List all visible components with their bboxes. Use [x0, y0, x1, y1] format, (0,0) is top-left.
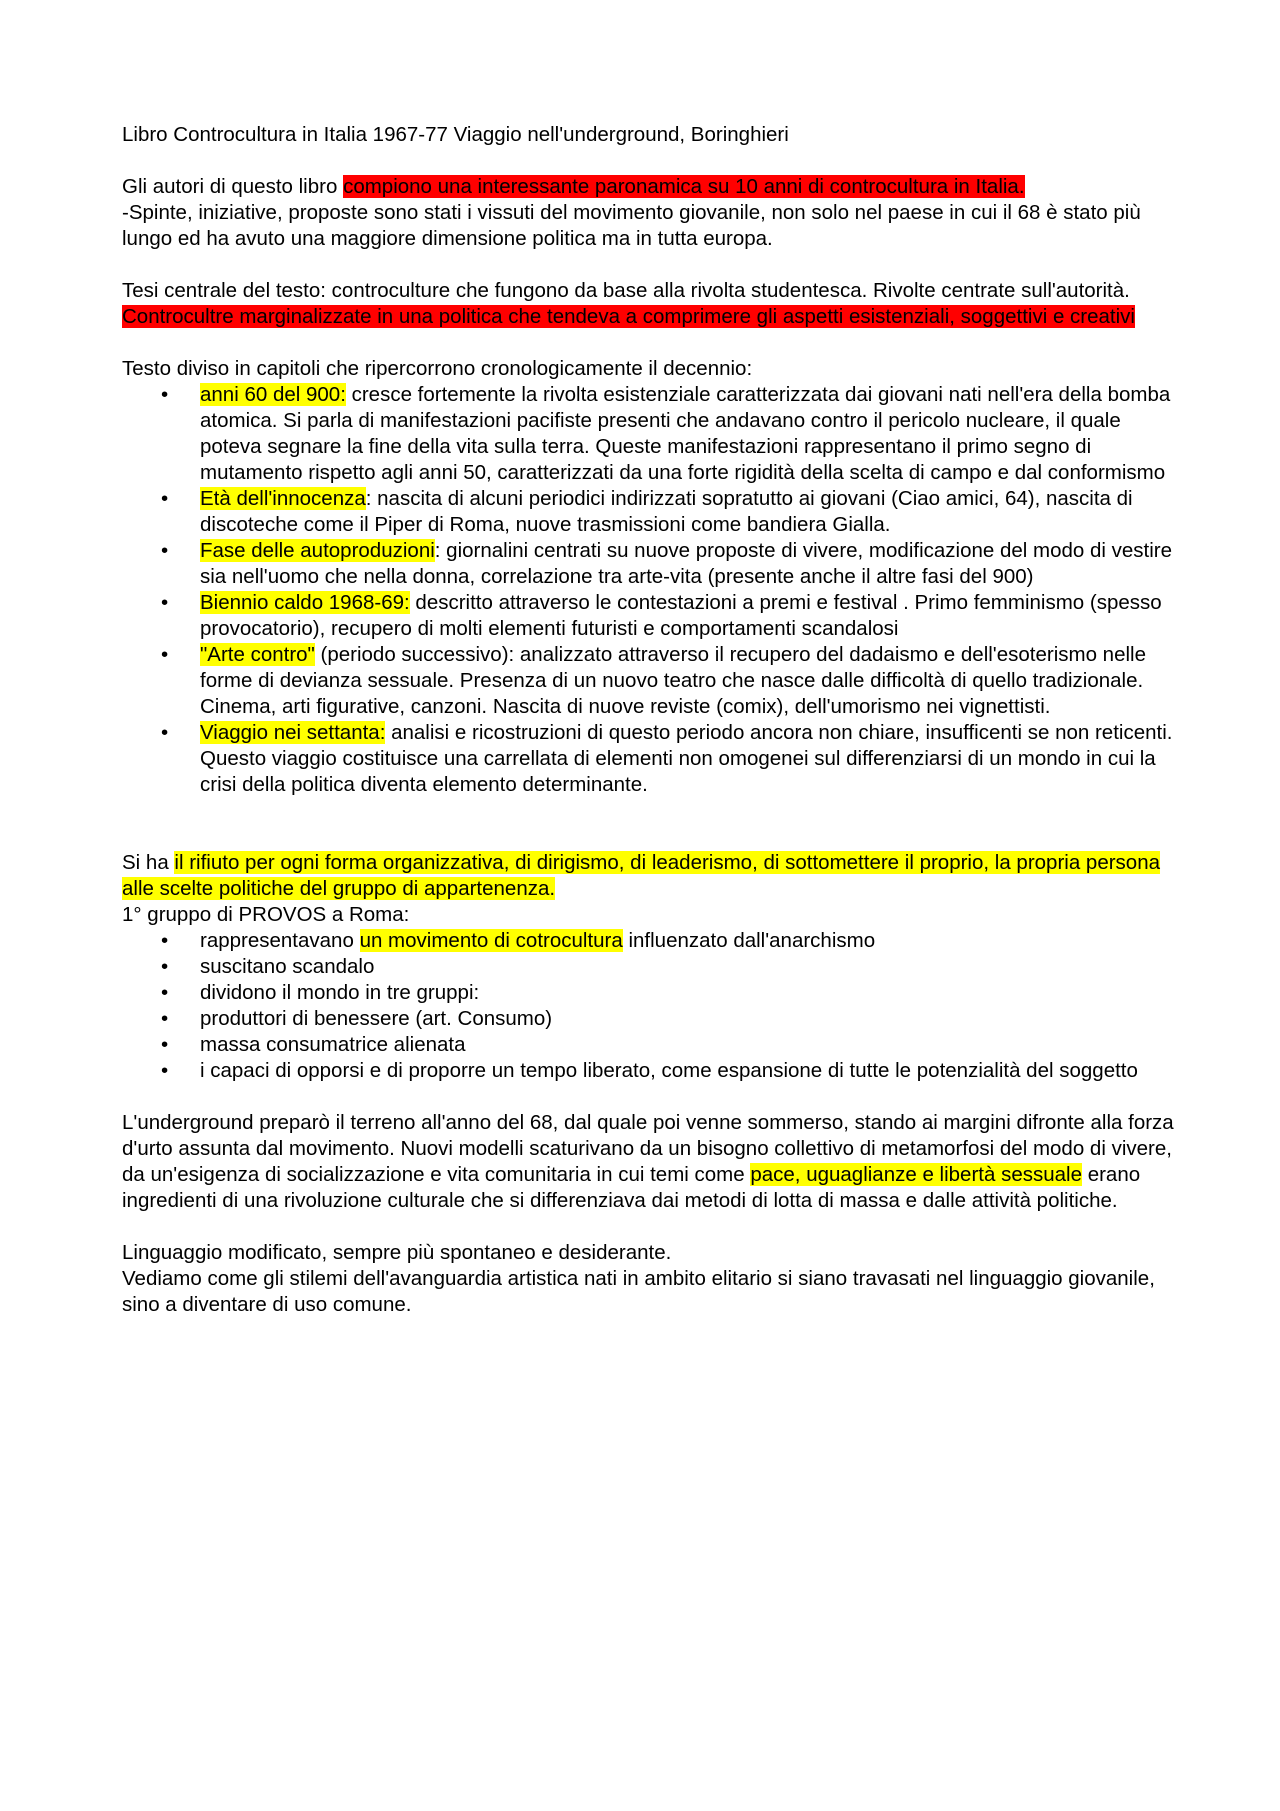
- chapter-item: [161, 720, 1182, 798]
- chapters-intro: Testo diviso in capitoli che ripercorrono cronologicamente il decennio:: [122, 357, 753, 380]
- spacer: [122, 148, 1182, 174]
- bullet-icon: •: [161, 591, 169, 614]
- spacer: [122, 798, 1182, 850]
- chapter-item: [161, 642, 1182, 720]
- provos-item: [161, 980, 1182, 1006]
- provos-item-text: dividono il mondo in tre gruppi:: [200, 981, 480, 1004]
- intro-paragraph: [122, 174, 1182, 200]
- chapter-item: [161, 486, 1182, 538]
- provos-item-text: produttori di benessere (art. Consumo): [200, 1007, 553, 1030]
- chapter-item: [161, 538, 1182, 590]
- refusal-paragraph: [122, 850, 1182, 902]
- spacer: [122, 330, 1182, 356]
- chapter-text: : giornalini centrati su nuove proposte di vivere, modificazione del modo di vestire sia nell'uomo che nella donna, correlazione tra arte-vita (presente anche il altre fasi del 900): [200, 539, 1173, 588]
- refusal-highlight: il rifiuto per ogni forma organizzativa, di dirigismo, di leaderismo, di sottomettere il proprio, la propria persona alle scelte politiche del gruppo di appartenenza.: [122, 851, 1161, 900]
- chapters-list: [122, 382, 1182, 798]
- chapter-highlight: Biennio caldo 1968-69:: [200, 591, 410, 614]
- bullet-icon: •: [161, 539, 169, 562]
- underground-paragraph: [122, 1110, 1182, 1214]
- chapter-text: (periodo successivo): analizzato attraverso il recupero del dadaismo e dell'esoterismo nelle forme di devianza sessuale. Presenza di un nuovo teatro che nasce dalle difficoltà di quello tradizionale. Cinema, arti figurative, canzoni. Nascita di nuove reviste (comix), dell'umorismo nei vignettisti.: [200, 643, 1146, 718]
- chapter-text: analisi e ricostruzioni di questo periodo ancora non chiare, insufficenti se non reticenti. Questo viaggio costituisce una carrellata di elementi non omogenei sul differenziarsi di un mondo in cui la crisi della politica diventa elemento determinante.: [200, 721, 1173, 796]
- bullet-icon: •: [161, 721, 169, 744]
- provos-item-text: rappresentavano: [200, 929, 360, 952]
- document-title: Libro Controcultura in Italia 1967-77 Viaggio nell'underground, Boringhieri: [122, 123, 789, 146]
- provos-item-text: massa consumatrice alienata: [200, 1033, 466, 1056]
- provos-item: [161, 928, 1182, 954]
- chapter-item: [161, 590, 1182, 642]
- provos-item: [161, 1032, 1182, 1058]
- intro-second-line: -Spinte, iniziative, proposte sono stati i vissuti del movimento giovanile, non solo nel paese in cui il 68 è stato più lungo ed ha avuto una maggiore dimensione politica ma in tutta europa.: [122, 201, 1141, 250]
- provos-highlight: un movimento di cotrocultura: [359, 929, 623, 952]
- provos-item: [161, 954, 1182, 980]
- chapter-highlight: Età dell'innocenza: [200, 487, 366, 510]
- bullet-icon: •: [161, 1033, 169, 1056]
- underground-text: L'underground preparò il terreno all'anno del 68, dal quale poi venne sommerso, stando ai margini difronte alla forza d'urto assunta dal movimento. Nuovi modelli scaturivano da un bisogno collettivo di metamorfosi del modo di vivere, da un'esigenza di socializzazione e vita comunitaria in cui temi come: [122, 1111, 1174, 1186]
- chapter-highlight: Viaggio nei settanta:: [200, 721, 386, 744]
- intro-highlight: compiono una interessante paronamica su 10 anni di controcultura in Italia.: [343, 175, 1025, 198]
- provos-heading: 1° gruppo di PROVOS a Roma:: [122, 903, 410, 926]
- underground-highlight: pace, uguaglianze e libertà sessuale: [750, 1163, 1082, 1186]
- chapter-item: [161, 382, 1182, 486]
- chapter-text: : nascita di alcuni periodici indirizzati sopratutto ai giovani (Ciao amici, 64), nascita di discoteche come il Piper di Roma, nuove trasmissioni come bandiera Gialla.: [200, 487, 1133, 536]
- provos-item-text: influenzato dall'anarchismo: [622, 929, 876, 952]
- bullet-icon: •: [161, 643, 169, 666]
- chapter-highlight: anni 60 del 900:: [200, 383, 346, 406]
- thesis-text: Tesi centrale del testo: controculture che fungono da base alla rivolta studentesca. Rivolte centrate sull'autorità.: [122, 279, 1130, 302]
- thesis-highlight: Controcultre marginalizzate in una politica che tendeva a comprimere gli aspetti esistenziali, soggettivi e creativi: [122, 305, 1135, 328]
- language-line-2: Vediamo come gli stilemi dell'avanguardia artistica nati in ambito elitario si siano travasati nel linguaggio giovanile, sino a diventare di uso comune.: [122, 1267, 1155, 1316]
- spacer: [122, 1214, 1182, 1240]
- refusal-text: Si ha: [122, 851, 175, 874]
- provos-item: [161, 1058, 1182, 1084]
- bullet-icon: •: [161, 487, 169, 510]
- bullet-icon: •: [161, 955, 169, 978]
- provos-item-text: i capaci di opporsi e di proporre un tempo liberato, come espansione di tutte le potenzialità del soggetto: [200, 1059, 1138, 1082]
- chapter-highlight: Fase delle autoproduzioni: [200, 539, 435, 562]
- chapter-text: cresce fortemente la rivolta esistenziale caratterizzata dai giovani nati nell'era della bomba atomica. Si parla di manifestazioni pacifiste presenti che andavano contro il pericolo nucleare, il quale poteva segnare la fine della vita sulla terra. Queste manifestazioni rappresentano il primo segno di mutamento rispetto agli anni 50, caratterizzati da una forte rigidità della scelta di campo e dal conformismo: [200, 383, 1171, 484]
- bullet-icon: •: [161, 981, 169, 1004]
- chapter-text: descritto attraverso le contestazioni a premi e festival . Primo femminismo (spesso provocatorio), recupero di molti elementi futuristi e comportamenti scandalosi: [200, 591, 1162, 640]
- spacer: [122, 252, 1182, 278]
- language-line-1: Linguaggio modificato, sempre più spontaneo e desiderante.: [122, 1241, 672, 1264]
- provos-list: [122, 928, 1182, 1084]
- spacer: [122, 1084, 1182, 1110]
- provos-item-text: suscitano scandalo: [200, 955, 375, 978]
- document-page: [122, 122, 1182, 1318]
- bullet-icon: •: [161, 929, 169, 952]
- bullet-icon: •: [161, 1007, 169, 1030]
- bullet-icon: •: [161, 1059, 169, 1082]
- underground-text: erano ingredienti di una rivoluzione culturale che si differenziava dai metodi di lotta di massa e dalle attività politiche.: [122, 1163, 1141, 1212]
- provos-item: [161, 1006, 1182, 1032]
- chapter-highlight: "Arte contro": [200, 643, 315, 666]
- thesis-paragraph: [122, 278, 1182, 330]
- intro-text: Gli autori di questo libro: [122, 175, 344, 198]
- bullet-icon: •: [161, 383, 169, 406]
